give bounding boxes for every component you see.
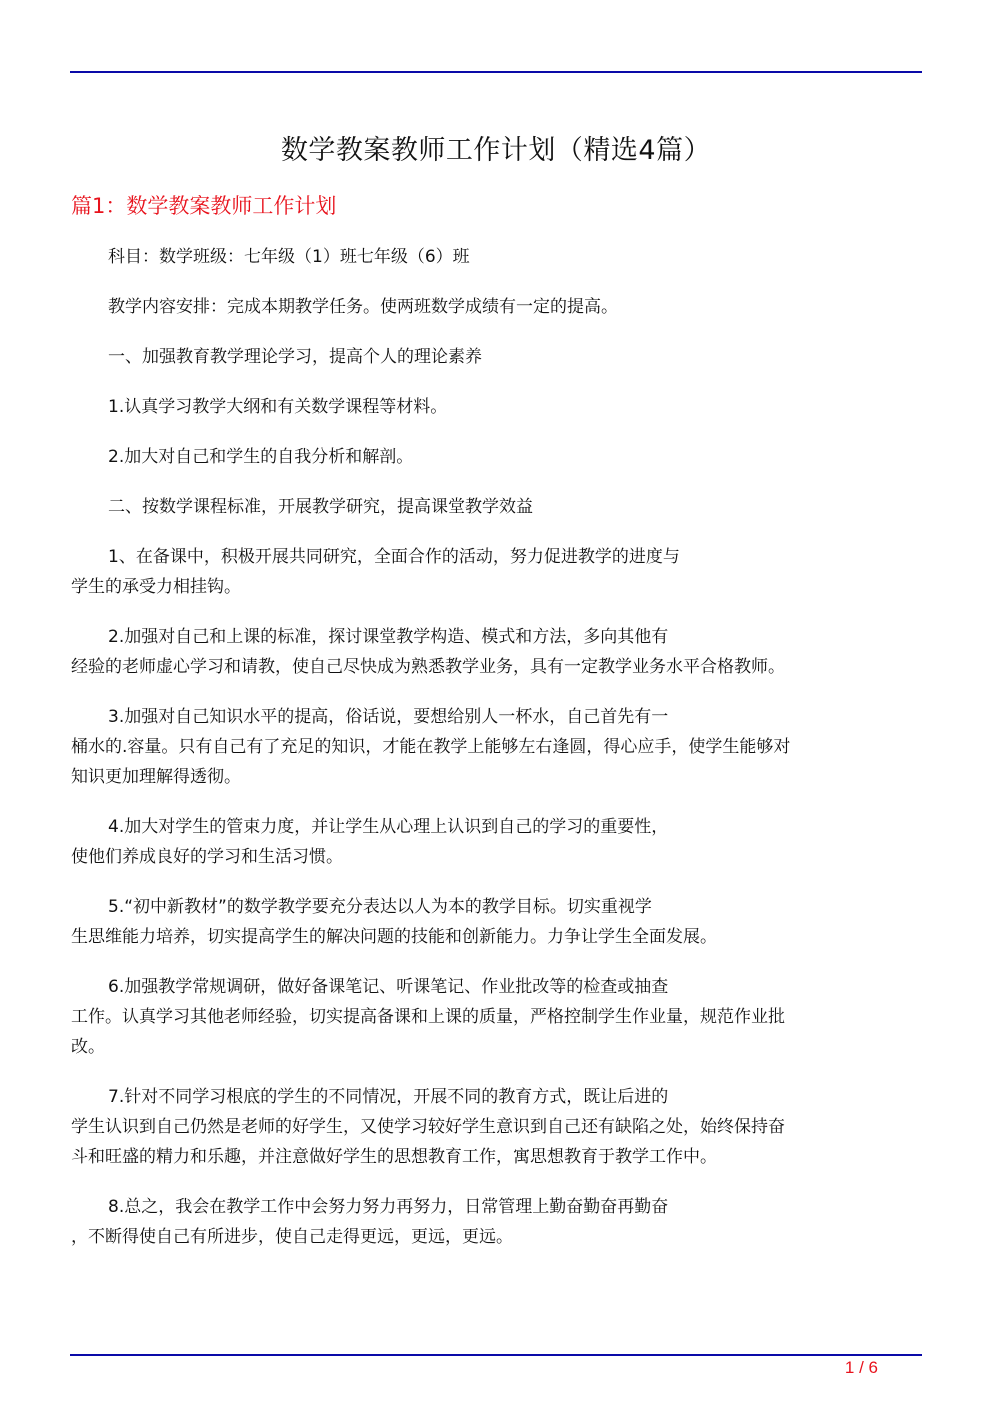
text-line: 桶水的.容量。只有自己有了充足的知识，才能在教学上能够左右逢圆，得心应手，使学生能够对 [71,737,791,757]
text-line: 1、在备课中，积极开展共同研究，全面合作的活动，努力促进教学的进度与 [108,547,680,567]
text-line: 1.认真学习教学大纲和有关数学课程等材料。 [108,397,448,417]
paragraph [71,892,919,952]
paragraph [71,622,919,682]
text-line: 斗和旺盛的精力和乐趣，并注意做好学生的思想教育工作，寓思想教育于教学工作中。 [71,1147,717,1167]
text-line: 改。 [71,1037,105,1057]
text-line: 2.加强对自己和上课的标准，探讨课堂教学构造、模式和方法，多向其他有 [108,627,669,647]
document-title: 数学教案教师工作计划（精选4篇） [280,135,712,166]
paragraph [71,972,919,1062]
text-line: 2.加大对自己和学生的自我分析和解剖。 [108,447,414,467]
section-heading: 篇1：数学教案教师工作计划 [71,194,337,218]
footer-rule [70,1354,922,1356]
text-line: 知识更加理解得透彻。 [71,767,241,787]
text-line: 二、按数学课程标准，开展教学研究，提高课堂教学效益 [108,497,533,517]
text-line: 5.“初中新教材”的数学教学要充分表达以人为本的教学目标。切实重视学 [108,897,652,917]
text-line: ，不断得使自己有所进步，使自己走得更远，更远，更远。 [71,1227,513,1247]
document-body [71,242,919,1272]
text-line: 使他们养成良好的学习和生活习惯。 [71,847,343,867]
page-number: 1 / 6 [844,1358,878,1377]
text-line: 8.总之，我会在教学工作中会努力努力再努力，日常管理上勤奋勤奋再勤奋 [108,1197,669,1217]
text-line: 学生的承受力相挂钩。 [71,577,241,597]
text-line: 3.加强对自己知识水平的提高，俗话说，要想给别人一杯水，自己首先有一 [108,707,669,727]
paragraph [71,1192,919,1252]
text-line: 一、加强教育教学理论学习，提高个人的理论素养 [108,347,482,367]
text-line: 科目：数学班级：七年级（1）班七年级（6）班 [108,247,470,267]
text-line: 教学内容安排：完成本期教学任务。使两班数学成绩有一定的提高。 [108,297,618,317]
paragraph [71,542,919,602]
text-line: 6.加强教学常规调研，做好备课笔记、听课笔记、作业批改等的检查或抽查 [108,977,669,997]
paragraph [71,442,919,472]
paragraph [71,812,919,872]
text-line: 工作。认真学习其他老师经验，切实提高备课和上课的质量，严格控制学生作业量，规范作业批 [71,1007,785,1027]
paragraph [71,292,919,322]
paragraph [71,1082,919,1172]
paragraph [71,492,919,522]
text-line: 4.加大对学生的管束力度，并让学生从心理上认识到自己的学习的重要性， [108,817,669,837]
header-rule [70,71,922,73]
paragraph [71,242,919,272]
paragraph [71,392,919,422]
text-line: 学生认识到自己仍然是老师的好学生，又使学习较好学生意识到自己还有缺陷之处，始终保持奋 [71,1117,785,1137]
text-line: 经验的老师虚心学习和请教，使自己尽快成为熟悉教学业务，具有一定教学业务水平合格教师。 [71,657,785,677]
paragraph [71,342,919,372]
paragraph [71,702,919,792]
text-line: 7.针对不同学习根底的学生的不同情况，开展不同的教育方式，既让后进的 [108,1087,669,1107]
text-line: 生思维能力培养，切实提高学生的解决问题的技能和创新能力。力争让学生全面发展。 [71,927,717,947]
